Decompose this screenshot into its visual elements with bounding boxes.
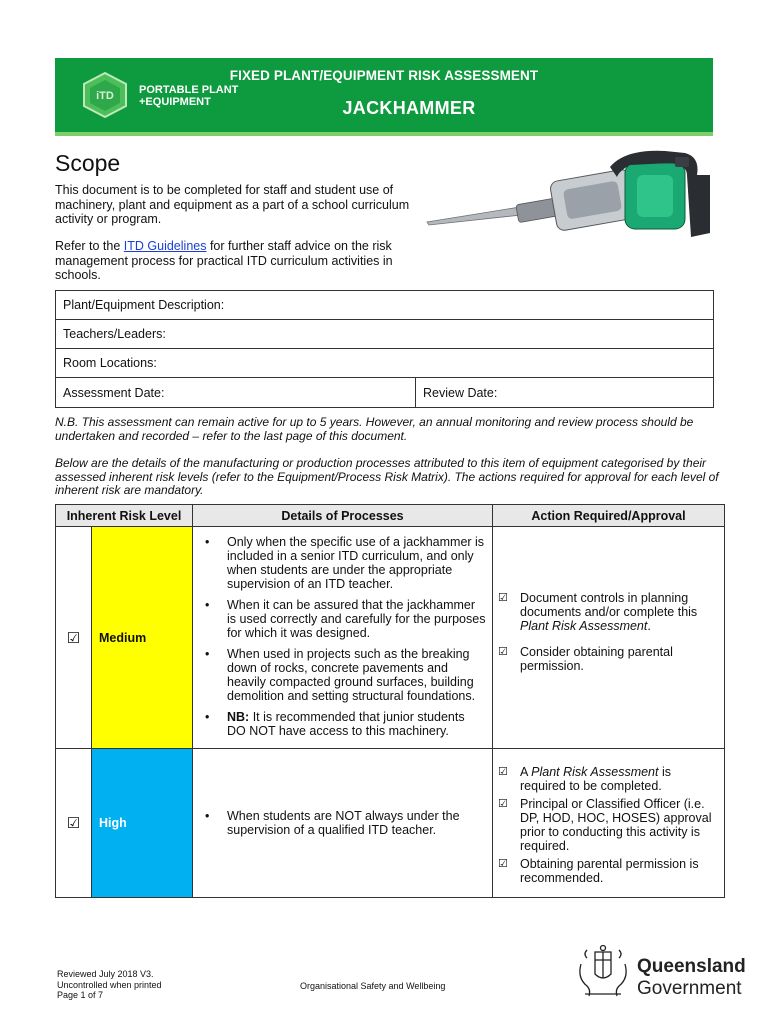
processes-intro: Below are the details of the manufacturing or production processes attributed to this item of equipment categorised by their assessed inherent risk levels (refer to the Equipment/Process Risk Matrix). The actions required for approval for each level of inherent risk are mandatory. xyxy=(55,456,719,497)
document-title: FIXED PLANT/EQUIPMENT RISK ASSESSMENT xyxy=(229,68,539,83)
action-text: Consider obtaining parental permission. xyxy=(520,644,673,673)
footer-uncontrolled: Uncontrolled when printed xyxy=(57,979,162,990)
equipment-name: JACKHAMMER xyxy=(342,98,476,118)
risk-level-high: High xyxy=(92,749,192,897)
queensland-government-logo xyxy=(573,944,748,1004)
action-text-after: is required to be completed. xyxy=(520,765,671,793)
assessment-info-table xyxy=(55,290,714,408)
nb-note: N.B. This assessment can remain active for up to 5 years. However, an annual monitoring and review process should be undertaken and recorded – refer to the last page of this document. xyxy=(55,415,694,443)
footer-meta xyxy=(57,969,162,1001)
itd-logo-icon xyxy=(83,72,127,118)
risk-level-cell xyxy=(56,749,193,897)
process-item-nb xyxy=(203,710,486,738)
risk-row-high xyxy=(56,749,724,897)
scope-paragraph: This document is to be completed for staff and student use of machinery, plant and equipment as a part of a school curriculum activity or program. xyxy=(55,183,410,226)
process-item: • When used in projects such as the breaking down of rocks, concrete pavements and heavily compacted ground surfaces, building demolition and setting structural foundations. xyxy=(203,647,486,703)
rooms-row[interactable] xyxy=(56,349,713,378)
action-text-italic: Plant Risk Assessment xyxy=(520,618,648,633)
action-text-italic: Plant Risk Assessment xyxy=(531,765,659,779)
teachers-label: Teachers/Leaders: xyxy=(63,327,166,341)
actions-cell xyxy=(493,527,724,748)
header-processes: Details of Processes xyxy=(193,505,493,526)
guidelines-text-after: for further staff advice on the risk management process for practical ITD curriculum activities in schools. xyxy=(55,239,393,282)
assessment-date-label: Assessment Date: xyxy=(63,385,165,400)
actions-cell xyxy=(493,749,724,897)
teachers-row[interactable] xyxy=(56,320,713,349)
risk-level-medium: Medium xyxy=(92,527,192,748)
nb-label: NB: xyxy=(227,710,250,724)
dates-row xyxy=(56,378,713,407)
checkbox-icon: ☑ xyxy=(498,766,508,778)
jackhammer-image xyxy=(425,145,715,245)
logo-line-1: PORTABLE PLANT xyxy=(139,84,239,96)
action-item xyxy=(498,857,718,885)
checkbox-icon: ☑ xyxy=(498,591,508,604)
action-text-before: Document controls in planning documents and/or complete this xyxy=(520,590,698,619)
risk-level-cell xyxy=(56,527,193,748)
description-row[interactable] xyxy=(56,291,713,320)
guidelines-text-before: Refer to the xyxy=(55,239,124,253)
header-actions: Action Required/Approval xyxy=(531,508,686,523)
footer-review: Reviewed July 2018 V3. xyxy=(57,969,154,979)
checkbox-icon: ☑ xyxy=(498,798,508,810)
footer-department: Organisational Safety and Wellbeing xyxy=(300,981,446,991)
action-text: Principal or Classified Officer (i.e. DP, HOD, HOC, HOSES) approval prior to conducting this activity is required. xyxy=(520,797,712,853)
review-date-label: Review Date: xyxy=(423,385,498,400)
process-item: • Only when the specific use of a jackhammer is included in a senior ITD curriculum, and only when students are under the appropriate supervision of an ITD teacher. xyxy=(203,535,486,591)
qld-government: Government xyxy=(637,978,742,999)
logo-text xyxy=(139,84,238,108)
action-text-after: . xyxy=(647,618,651,633)
processes-cell xyxy=(193,527,493,748)
action-text: Obtaining parental permission is recommended. xyxy=(520,857,699,885)
itd-guidelines-link[interactable]: ITD Guidelines xyxy=(123,239,207,253)
assessment-date-field[interactable] xyxy=(56,378,416,407)
checkbox-icon: ☑ xyxy=(498,858,508,870)
rooms-label: Room Locations: xyxy=(63,356,157,370)
risk-table-header xyxy=(56,505,724,527)
action-item xyxy=(498,645,718,673)
scope-heading: Scope xyxy=(55,150,121,176)
risk-row-medium xyxy=(56,527,724,749)
header-risk-level: Inherent Risk Level xyxy=(56,505,193,526)
action-text-before: A xyxy=(520,765,532,779)
risk-table xyxy=(55,504,725,898)
guidelines-paragraph xyxy=(55,239,415,283)
action-item xyxy=(498,765,718,793)
qld-name: Queensland xyxy=(637,956,746,977)
qld-crest-icon xyxy=(573,944,633,1004)
checked-box-icon[interactable]: ☑ xyxy=(56,749,92,897)
description-label: Plant/Equipment Description: xyxy=(63,298,225,312)
logo-line-2: +EQUIPMENT xyxy=(139,96,211,108)
footer-page-number: Page 1 of 7 xyxy=(57,990,104,1000)
processes-cell xyxy=(193,749,493,897)
header-banner xyxy=(55,58,713,136)
review-date-field[interactable] xyxy=(416,378,497,407)
logo-mark: iTD xyxy=(96,90,114,102)
process-item: • When students are NOT always under the supervision of a qualified ITD teacher. xyxy=(203,809,486,837)
action-item xyxy=(498,797,718,853)
action-item xyxy=(498,591,718,633)
checked-box-icon[interactable]: ☑ xyxy=(56,527,92,748)
checkbox-icon: ☑ xyxy=(498,645,508,658)
process-item: • When it can be assured that the jackhammer is used correctly and carefully for the purposes for which it was designed. xyxy=(203,598,486,640)
nb-text: It is recommended that junior students DO NOT have access to this machinery. xyxy=(227,710,465,738)
